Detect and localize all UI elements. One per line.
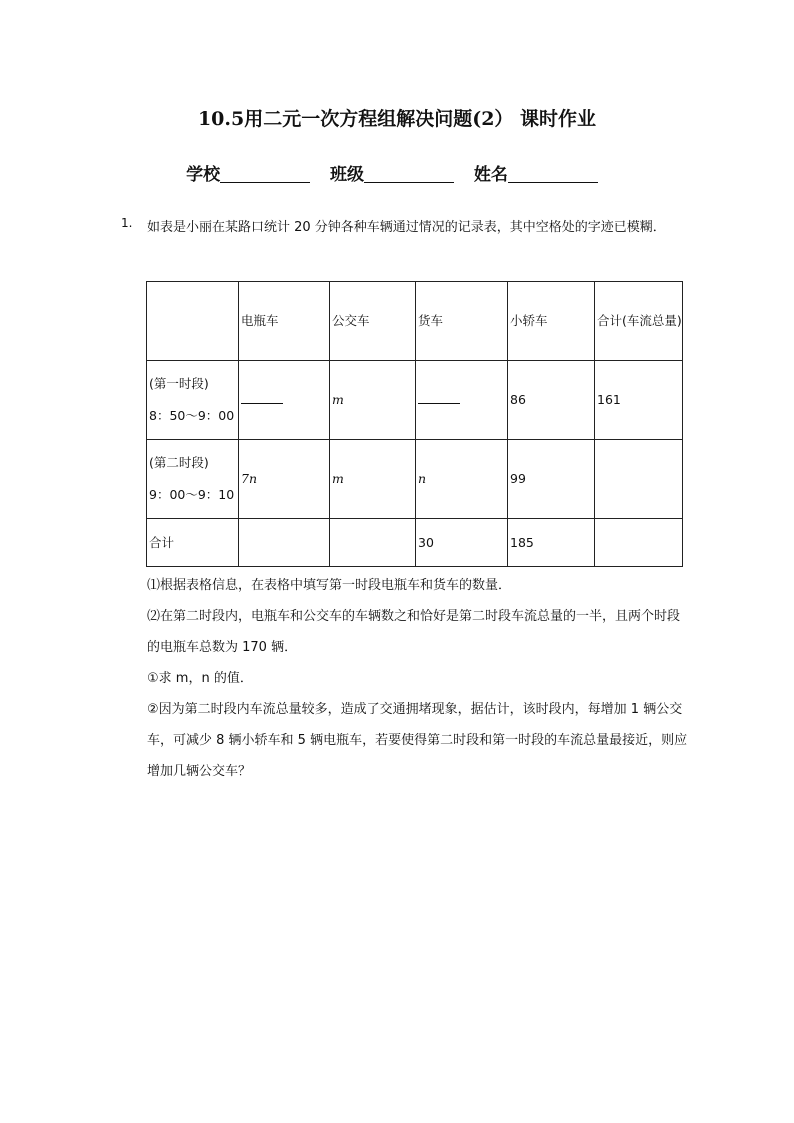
- row-label: (第二时段): [149, 455, 209, 470]
- header-cell: [147, 282, 239, 361]
- header-cell: 合计(车流总量): [595, 282, 683, 361]
- table-cell: 86: [508, 361, 595, 440]
- table-cell: 7n: [239, 440, 330, 519]
- fill-blank: [418, 389, 460, 404]
- header-cell: 小轿车: [508, 282, 595, 361]
- row-label-cell: 合计: [147, 519, 239, 567]
- school-label: 学校: [186, 165, 221, 185]
- row-time: 9：00～9：10: [149, 487, 235, 502]
- header-cell: 电瓶车: [239, 282, 330, 361]
- row-label-cell: [147, 440, 239, 519]
- class-blank: [364, 164, 454, 183]
- table-cell: m: [330, 361, 416, 440]
- header-cell: 货车: [416, 282, 508, 361]
- row-time: 8：50～9：00: [149, 408, 235, 423]
- header-cell: 公交车: [330, 282, 416, 361]
- table-cell: 185: [508, 519, 595, 567]
- subquestion-2-part-2: ②因为第二时段内车流总量较多，造成了交通拥堵现象，据估计，该时段内，每增加 1 辆公交车，可减少 8 辆小轿车和 5 辆电瓶车，若要使得第二时段和第一时段的车流总量最接近，则应增加几辆公交车？: [147, 702, 688, 779]
- subquestion-1: ⑴根据表格信息，在表格中填写第一时段电瓶车和货车的数量．: [147, 578, 512, 593]
- table-cell: [595, 519, 683, 567]
- name-blank: [508, 164, 598, 183]
- table-cell: n: [416, 440, 508, 519]
- name-label: 姓名: [473, 165, 508, 185]
- table-row: [147, 361, 683, 440]
- table-row: [147, 440, 683, 519]
- student-info-line: [0, 160, 794, 185]
- table-cell: [239, 519, 330, 567]
- blank-fill-cell: [416, 361, 508, 440]
- table-cell: m: [330, 440, 416, 519]
- fill-blank: [241, 389, 283, 404]
- table-cell: [595, 440, 683, 519]
- table-row: [147, 519, 683, 567]
- table-cell: 161: [595, 361, 683, 440]
- table-cell: [330, 519, 416, 567]
- table-cell: 99: [508, 440, 595, 519]
- school-blank: [220, 164, 310, 183]
- subquestions: [147, 570, 692, 787]
- question-text: 如表是小丽在某路口统计 20 分钟各种车辆通过情况的记录表，其中空格处的字迹已模糊．: [147, 220, 666, 235]
- table-cell: 30: [416, 519, 508, 567]
- row-label: (第一时段): [149, 376, 209, 391]
- row-label-cell: [147, 361, 239, 440]
- class-label: 班级: [330, 165, 364, 185]
- subquestion-2: ⑵在第二时段内，电瓶车和公交车的车辆数之和恰好是第二时段车流总量的一半，且两个时段的电瓶车总数为 170 辆．: [147, 609, 681, 655]
- subquestion-2-part-1: ①求 m，n 的值．: [147, 671, 253, 686]
- blank-fill-cell: [239, 361, 330, 440]
- question-number: 1.: [121, 216, 133, 230]
- page-title: 10.5用二元一次方程组解决问题(2） 课时作业: [197, 108, 597, 130]
- table-header-row: [147, 282, 683, 361]
- record-table: [146, 281, 683, 567]
